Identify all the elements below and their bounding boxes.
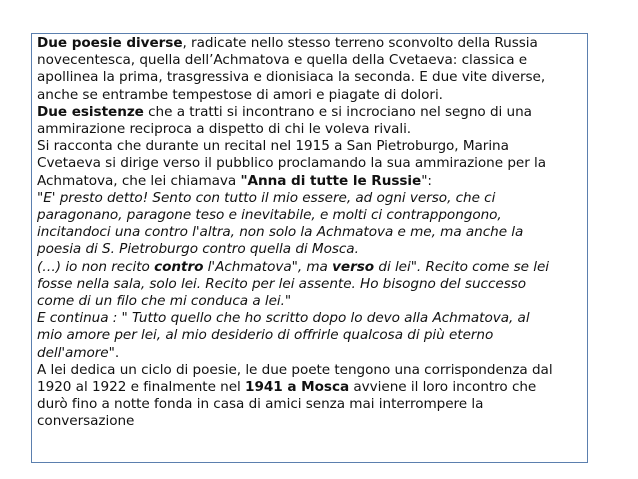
text-line [37,259,587,276]
text-segment: ammirazione reciproca a dispetto di chi le voleva rivali. [37,121,412,138]
text-segment: ": [421,172,432,189]
text-segment: come di un filo che mi conduca a lei." [37,293,292,310]
text-line [37,87,587,104]
text-segment: contro [154,258,204,275]
text-line [37,396,587,413]
text-segment: conversazione [37,413,135,430]
text-segment: "Anna di tutte le Russie [240,172,422,189]
text-line [37,138,587,155]
text-segment: Si racconta che durante un recital nel 1915 a San Pietroburgo, Marina [37,138,509,155]
text-segment: di lei". Recito come se lei [374,258,549,275]
text-segment: 1941 a Mosca [245,379,350,396]
text-segment: dell'amore [37,344,109,361]
text-segment: durò fino a notte fonda in casa di amici senza mai interrompere la [37,396,484,413]
text-segment: Due poesie diverse [37,35,183,51]
text-line [37,293,587,310]
text-segment: paragonano, paragone teso e inevitabile, e molti ci contrappongono, [37,207,502,224]
text-segment: Achmatova, che lei chiamava [37,172,241,189]
text-line [37,413,587,430]
text-line [37,190,587,207]
text-line [37,224,587,241]
text-segment: mio amore per lei, al mio desiderio di offrirle qualcosa di più eterno [37,327,494,344]
text-frame [31,33,588,463]
text-body [37,35,587,431]
text-line [37,327,587,344]
text-segment: fosse nella sala, solo lei. Recito per lei assente. Ho bisogno del successo [37,275,527,292]
text-segment: E' presto detto! Sento con tutto il mio essere, ad ogni verso, che ci [43,189,496,206]
text-segment: Due esistenze [37,103,144,120]
text-line [37,241,587,258]
text-segment: incitandoci una contro l'altra, non solo la Achmatova e me, ma anche la [37,224,524,241]
text-segment: poesia di S. Pietroburgo contro quella di Mosca. [37,241,359,258]
text-segment: verso [332,258,375,275]
text-line [37,121,587,138]
text-segment: novecentesca, quella dell’Achmatova e quella della Cvetaeva: classica e [37,52,528,69]
text-segment: , radicate nello stesso terreno sconvolto della Russia [182,35,538,51]
text-line [37,379,587,396]
text-line [37,276,587,293]
text-segment: 1920 al 1922 e finalmente nel [37,379,246,396]
text-line [37,345,587,362]
text-segment: che a tratti si incontrano e si incrociano nel segno di una [143,103,532,120]
text-line [37,35,587,52]
text-line [37,362,587,379]
text-segment: ". [108,344,120,361]
text-segment: Cvetaeva si dirige verso il pubblico proclamando la sua ammirazione per la [37,155,547,172]
text-line [37,173,587,190]
text-line [37,155,587,172]
text-segment: (…) io non recito [37,258,155,275]
text-segment: l'Achmatova", ma [203,258,333,275]
text-line [37,310,587,327]
text-line [37,52,587,69]
text-segment: " [37,189,44,206]
text-line [37,207,587,224]
text-segment: E continua : " Tutto quello che ho scritto dopo lo devo alla Achmatova, al [37,310,530,327]
text-segment: anche se entrambe tempestose di amori e piagate di dolori. [37,86,443,103]
text-segment: avviene il loro incontro che [349,379,537,396]
text-segment: apollinea la prima, trasgressiva e dionisiaca la seconda. E due vite diverse, [37,69,546,86]
text-line [37,104,587,121]
text-segment: A lei dedica un ciclo di poesie, le due poete tengono una corrispondenza dal [37,361,553,378]
text-line [37,69,587,86]
